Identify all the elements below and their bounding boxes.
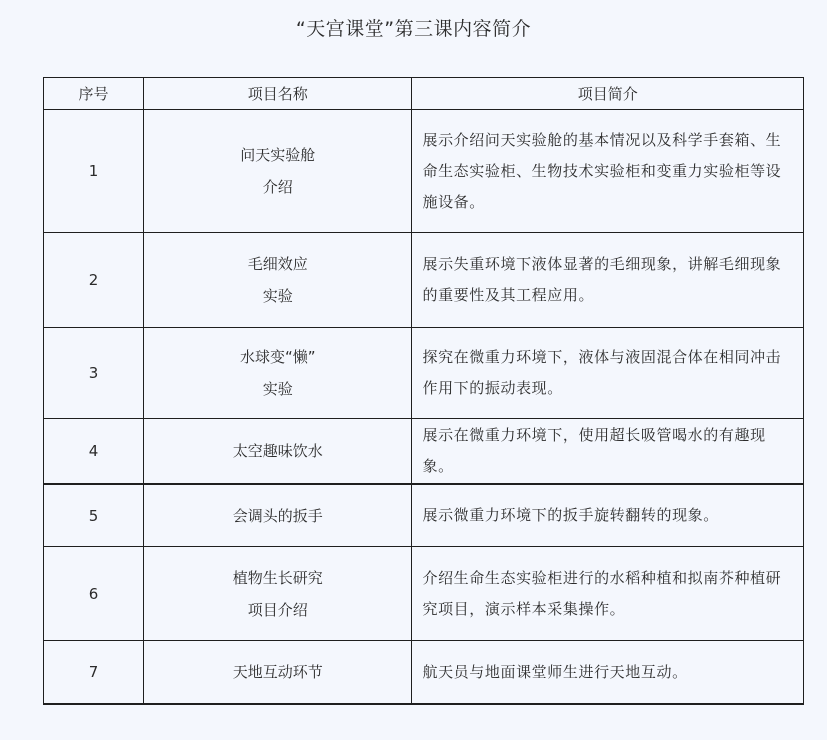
table-row xyxy=(44,110,804,233)
name-line: 实验 xyxy=(262,287,293,305)
row-project-name xyxy=(144,419,412,485)
row-project-name xyxy=(144,233,412,328)
row-number: 3 xyxy=(44,328,144,419)
row-project-description: 展示失重环境下液体显著的毛细现象，讲解毛细现象的重要性及其工程应用。 xyxy=(412,233,804,328)
row-project-name xyxy=(144,484,412,547)
name-line: 问天实验舱 xyxy=(240,146,316,164)
row-project-description: 展示微重力环境下的扳手旋转翻转的现象。 xyxy=(412,484,804,547)
header-project-description: 项目简介 xyxy=(412,78,804,110)
name-line: 水球变“懒” xyxy=(240,348,316,366)
name-line: 会调头的扳手 xyxy=(232,506,323,525)
row-project-name xyxy=(144,110,412,233)
row-number: 2 xyxy=(44,233,144,328)
table-row xyxy=(44,233,804,328)
row-number: 6 xyxy=(44,547,144,641)
name-line: 太空趣味饮水 xyxy=(232,442,323,460)
table-header-row xyxy=(44,78,804,110)
header-project-name: 项目名称 xyxy=(144,78,412,110)
name-line: 项目介绍 xyxy=(247,600,308,619)
name-line: 天地互动环节 xyxy=(232,663,323,681)
row-number: 7 xyxy=(44,641,144,705)
row-project-description: 探究在微重力环境下，液体与液固混合体在相同冲击作用下的振动表现。 xyxy=(412,328,804,419)
name-line: 毛细效应 xyxy=(247,255,308,273)
row-number: 4 xyxy=(44,419,144,485)
content-table xyxy=(43,77,804,705)
table-row xyxy=(44,484,804,547)
name-line: 植物生长研究 xyxy=(232,568,323,587)
name-line: 实验 xyxy=(262,380,293,398)
row-number: 5 xyxy=(44,484,144,547)
table-row xyxy=(44,419,804,485)
row-project-name xyxy=(144,641,412,705)
row-project-description: 展示介绍问天实验舱的基本情况以及科学手套箱、生命生态实验柜、生物技术实验柜和变重力实验柜等设施设备。 xyxy=(412,110,804,233)
row-project-name xyxy=(144,328,412,419)
table-row xyxy=(44,547,804,641)
row-project-description: 介绍生命生态实验柜进行的水稻种植和拟南芥种植研究项目，演示样本采集操作。 xyxy=(412,547,804,641)
table-row xyxy=(44,328,804,419)
row-number: 1 xyxy=(44,110,144,233)
header-serial-number: 序号 xyxy=(44,78,144,110)
table-row xyxy=(44,641,804,705)
row-project-description: 航天员与地面课堂师生进行天地互动。 xyxy=(412,641,804,705)
row-project-description: 展示在微重力环境下，使用超长吸管喝水的有趣现象。 xyxy=(412,419,804,485)
page-title: “天宫课堂”第三课内容简介 xyxy=(295,18,532,40)
row-project-name xyxy=(144,547,412,641)
name-line: 介绍 xyxy=(262,178,293,196)
